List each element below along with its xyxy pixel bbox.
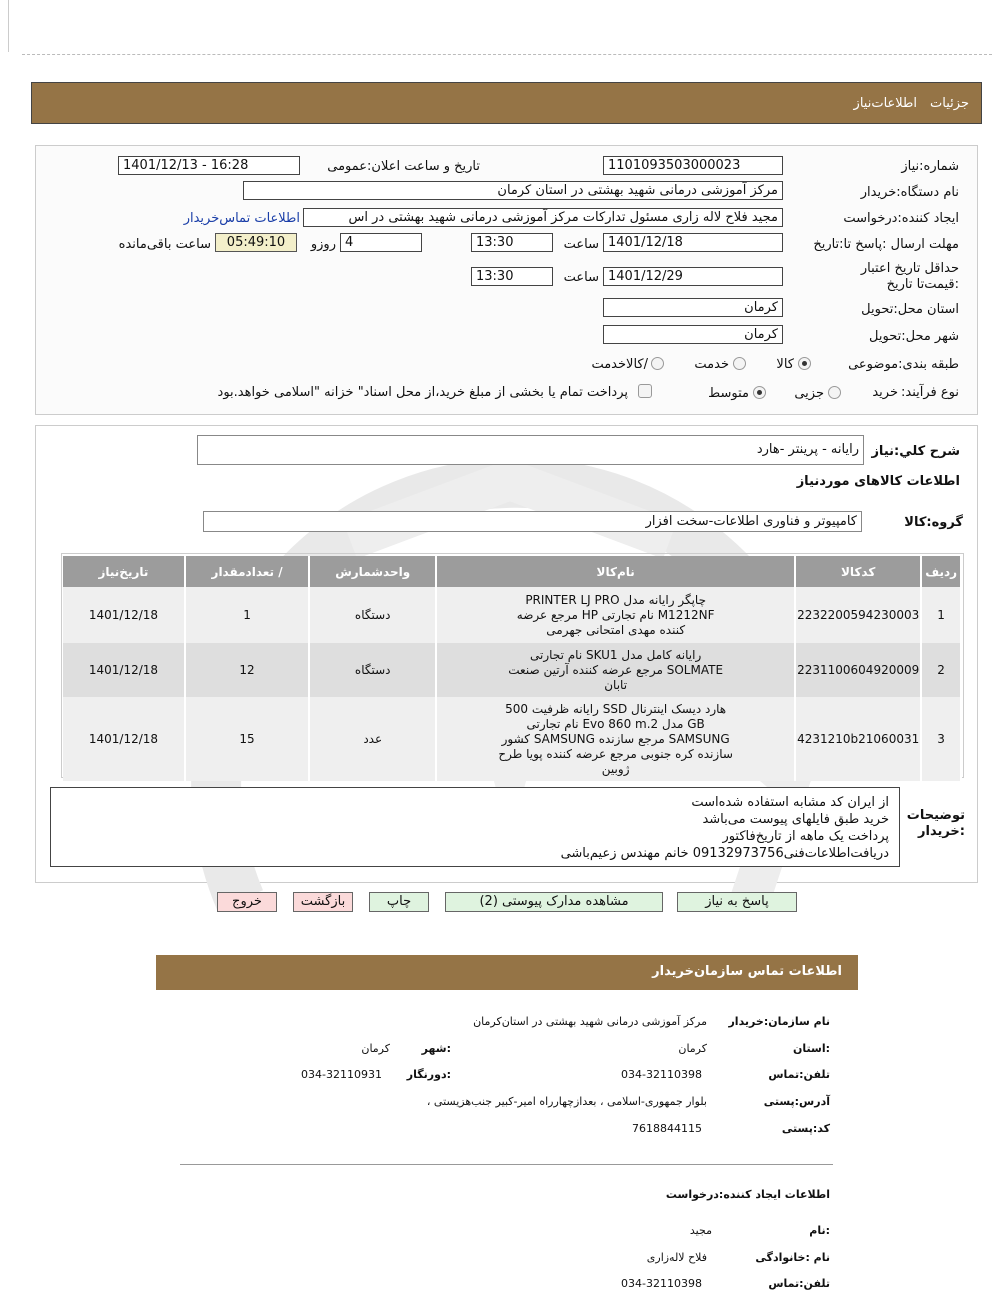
remaining-label: ساعت باقی‌مانده (118, 237, 211, 252)
announce-label: تاریخ و ساعت اعلان:عمومی (327, 159, 480, 174)
buyer-notes-box (50, 787, 900, 867)
remaining-timer: 05:49:10 (215, 233, 297, 252)
buyer-contact-link[interactable]: اطلاعات تماس‌خریدار (183, 211, 300, 226)
general-desc-field: رایانه - پرینتر -هارد (197, 435, 864, 465)
category-both-radio[interactable] (651, 357, 664, 370)
row-index: 1 (921, 587, 961, 643)
goods-qty: 1 (185, 587, 309, 643)
need-date: 1401/12/18 (63, 587, 185, 643)
days-label: روزو (310, 237, 336, 252)
row-index: 3 (921, 697, 961, 781)
back-button[interactable]: بازگشت (293, 892, 353, 912)
category-goods-radio[interactable] (798, 357, 811, 370)
creator-label: ایجاد کننده:درخواست (843, 211, 959, 226)
city-contact-label: :شهر (421, 1042, 451, 1055)
goods-table (63, 556, 962, 781)
goods-name: رایانه کامل مدل SKU1 نام تجارتی SOLMATE مرجع عرضه کننده آرتین صنعت تابان (436, 643, 795, 697)
need-date: 1401/12/18 (63, 697, 185, 781)
row-index: 2 (921, 643, 961, 697)
province-contact-label: :استان (793, 1042, 830, 1055)
process-medium-radio[interactable] (753, 386, 766, 399)
goods-info-heading: اطلاعات کالاهای موردنیاز (796, 474, 960, 489)
print-button[interactable]: چاپ (369, 892, 429, 912)
attachments-button[interactable]: مشاهده مدارک پیوستی (2) (445, 892, 663, 912)
goods-name: هارد دیسک اینترنال SSD رایانه ظرفیت 500 GB مدل Evo 860 m.2 نام تجارتی SAMSUNG مرجع سازنده SAMSUNG کشور سازنده کره جنوبی مرجع عرضه کننده پویا طرح ژوبین (436, 697, 795, 781)
process-medium-label: متوسط (708, 386, 749, 401)
deadline-label: مهلت ارسال :پاسخ تا:تاریخ (813, 237, 959, 252)
fax-label: :دورنگار (406, 1068, 451, 1081)
org-value: مرکز آموزشی درمانی شهید بهشتی در استان‌کرمان (473, 1015, 707, 1028)
category-label: طبقه بندی:موضوعی (848, 357, 959, 372)
requester-title: اطلاعات ایجاد کننده:درخواست (665, 1188, 830, 1201)
province-field: کرمان (603, 298, 783, 317)
buyer-org-field: مرکز آموزشی درمانی شهید بهشتی در استان کرمان (243, 181, 783, 200)
buyer-note-line: پرداخت یک ماهه از تاریخ‌فاکتور (722, 829, 889, 844)
col-date-header: تاریخ‌نیاز (63, 556, 185, 587)
col-code-header: کدکالا (795, 556, 921, 587)
family-value: فلاح لاله‌زاری (646, 1251, 707, 1264)
contact-title: اطلاعات تماس سازمان‌خریدار (652, 964, 842, 979)
creator-field: مجید فلاح لاله زاری مسئول تدارکات مرکز آموزشی درمانی شهید بهشتی در اس (303, 208, 783, 227)
goods-group-field: کامپیوتر و فناوری اطلاعات-سخت افزار (203, 511, 862, 532)
province-label: استان محل:تحویل (861, 302, 959, 317)
buyer-note-line: از ایران کد مشابه استفاده شده‌است (691, 795, 889, 810)
reply-button[interactable]: پاسخ به نیاز (677, 892, 797, 912)
buyer-note-line: دریافت‌اطلاعات‌فنی09132973756 خانم مهندس زعیم‌باشی (560, 846, 889, 861)
province-contact-value: کرمان (678, 1042, 707, 1055)
goods-unit: دستگاه (309, 587, 436, 643)
address-value: بلوار جمهوری-اسلامی ، بعدازچهارراه امیر-کبیر جنب‌هزیستی ، (426, 1095, 707, 1108)
validity-date-field: 1401/12/29 (603, 267, 783, 286)
goods-unit: دستگاه (309, 643, 436, 697)
postal-value: 7618844115 (632, 1122, 702, 1135)
phone-label: تلفن:تماس (768, 1068, 830, 1081)
need-number-field: 1101093503000023 (603, 156, 783, 175)
goods-name: چاپگر رایانه مدل PRINTER LJ PRO M1212NF نام تجارتی HP مرجع عرضه کننده مهدی امتحانی جهرمی (436, 587, 795, 643)
address-label: آدرس:پستی (763, 1095, 830, 1108)
treasury-payment-checkbox[interactable] (638, 384, 652, 398)
general-desc-label: شرح کلي:نیاز (871, 444, 960, 459)
category-service-radio[interactable] (733, 357, 746, 370)
process-label: نوع فرآیند: (901, 385, 959, 400)
name-label: :نام (809, 1224, 830, 1237)
deadline-date-field: 1401/12/18 (603, 233, 783, 252)
goods-qty: 15 (185, 697, 309, 781)
col-unit-header: واحدشمارش (309, 556, 436, 587)
city-contact-value: کرمان (361, 1042, 390, 1055)
goods-qty: 12 (185, 643, 309, 697)
top-divider (22, 54, 992, 55)
buyer-org-label: نام دستگاه:خریدار (860, 185, 959, 200)
category-service-label: خدمت (694, 357, 729, 372)
phone-value: 034-32110398 (621, 1068, 702, 1081)
col-row-header: ردیف (921, 556, 961, 587)
col-name-header: نام‌کالا (436, 556, 795, 587)
postal-label: کد:پستی (781, 1122, 830, 1135)
table-row (63, 643, 961, 697)
process-minor-label: جزیی (794, 386, 824, 401)
col-qty-header: / تعدادمقدار (185, 556, 309, 587)
announce-field: 1401/12/13 - 16:28 (118, 156, 300, 175)
treasury-payment-note: پرداخت تمام یا بخشی از مبلغ خرید،از محل اسناد" خزانه "اسلامی خواهد.بود (217, 385, 628, 400)
fax-value: 034-32110931 (301, 1068, 382, 1081)
tab-details[interactable]: جزئیات (930, 96, 969, 111)
deadline-time-field: 13:30 (471, 233, 553, 252)
requester-phone-value: 034-32110398 (621, 1277, 702, 1290)
need-date: 1401/12/18 (63, 643, 185, 697)
process-minor-radio[interactable] (828, 386, 841, 399)
page-header (31, 82, 982, 124)
need-number-label: شماره:نیاز (901, 159, 959, 174)
category-both-label: /کالاخدمت (591, 357, 648, 372)
page-edge-line (8, 0, 9, 52)
city-label: شهر محل:تحویل (869, 329, 959, 344)
goods-code: 2232200594230003 (795, 587, 921, 643)
buyer-notes-label: توضیحات :خریدار (906, 808, 965, 839)
days-field: 4 (340, 233, 422, 252)
deadline-hour-label: ساعت (563, 237, 599, 252)
contact-divider (180, 1164, 833, 1165)
tab-need-info[interactable]: اطلاعات‌نیاز (853, 96, 917, 111)
validity-hour-label: ساعت (563, 270, 599, 285)
name-value: مجید (689, 1224, 712, 1237)
goods-code: 4231210b21060031 (795, 697, 921, 781)
goods-group-label: گروه:کالا (904, 515, 963, 530)
process-buy-label: خرید (872, 385, 898, 400)
validity-label: حداقل تاریخ اعتبار :قیمت‌تا تاریخ (860, 261, 959, 292)
family-label: نام :خانوادگی (755, 1251, 830, 1264)
exit-button[interactable]: خروج (217, 892, 277, 912)
goods-code: 2231100604920009 (795, 643, 921, 697)
contact-header (156, 955, 858, 990)
table-row (63, 587, 961, 643)
buyer-note-line: خرید طبق فایلهای پیوست می‌باشد (702, 812, 889, 827)
requester-phone-label: تلفن:تماس (768, 1277, 830, 1290)
validity-time-field: 13:30 (471, 267, 553, 286)
goods-unit: عدد (309, 697, 436, 781)
category-goods-label: کالا (776, 357, 794, 372)
table-row (63, 697, 961, 781)
city-field: کرمان (603, 325, 783, 344)
org-label: نام سازمان:خریدار (728, 1015, 830, 1028)
